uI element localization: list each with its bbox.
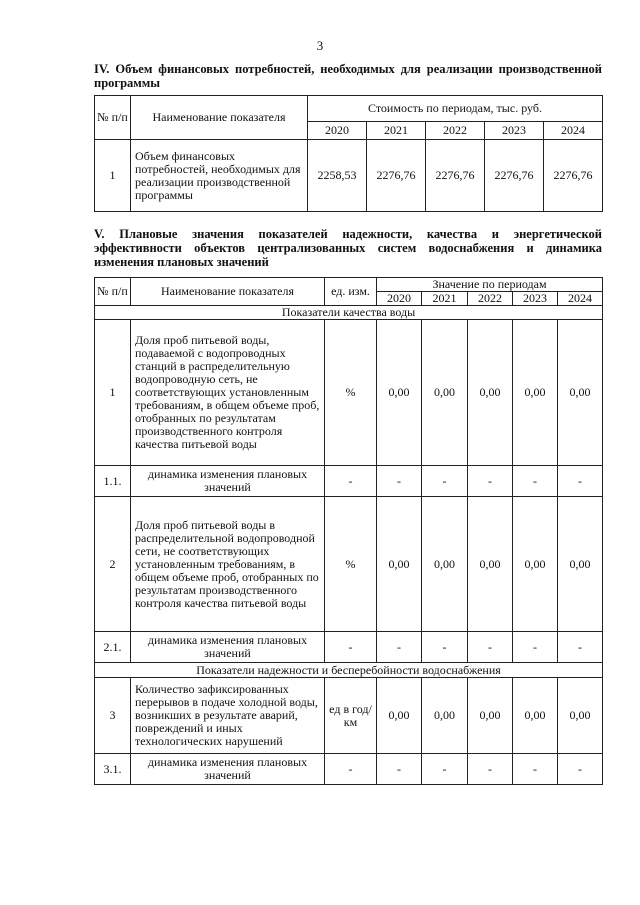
year-header: 2023 [485, 122, 544, 140]
row-name: динамика изменения плановых значений [131, 632, 325, 663]
cell-value: - [513, 466, 558, 497]
cell-value: 0,00 [422, 678, 468, 754]
cell-value: - [468, 466, 513, 497]
cell-value: - [377, 632, 422, 663]
page-number: 3 [316, 38, 324, 53]
header-name: Наименование показателя [131, 278, 325, 306]
cell-value: 0,00 [468, 678, 513, 754]
row-unit: - [325, 632, 377, 663]
row-num: 1 [95, 320, 131, 466]
header-unit: ед. изм. [325, 278, 377, 306]
year-header: 2023 [513, 292, 558, 306]
cell-value: 0,00 [377, 678, 422, 754]
row-name: Объем финансовых потребностей, необходимых для реализации производственной программы [131, 140, 308, 212]
cell-value: 0,00 [558, 678, 603, 754]
row-num: 3.1. [95, 754, 131, 785]
row-name: динамика изменения плановых значений [131, 466, 325, 497]
header-num: № п/п [95, 96, 131, 140]
cell-value: 0,00 [513, 497, 558, 632]
indicators-table [94, 277, 603, 785]
section-5-heading: V. Плановые значения показателей надежности, качества и энергетической эффективности объектов централизованных систем водоснабжения и динамика изменения плановых значений [94, 227, 602, 269]
table-row [95, 497, 603, 632]
row-name: Доля проб питьевой воды, подаваемой с водопроводных станций в распределительную водопроводную сеть, не соответствующих установленным требованиям, в общем объеме проб, отобранных по результатам производственного контроля качества питьевой воды [131, 320, 325, 466]
row-num: 2.1. [95, 632, 131, 663]
cell-value: - [558, 754, 603, 785]
cell-value: 2276,76 [367, 140, 426, 212]
table-row [95, 320, 603, 466]
row-unit: ед в год/ км [325, 678, 377, 754]
cell-value: 0,00 [422, 320, 468, 466]
cell-value: 0,00 [558, 497, 603, 632]
cell-value: 2276,76 [426, 140, 485, 212]
cell-value: - [513, 754, 558, 785]
row-name: динамика изменения плановых значений [131, 754, 325, 785]
year-header: 2020 [377, 292, 422, 306]
table-row [95, 678, 603, 754]
row-num: 3 [95, 678, 131, 754]
cell-value: - [422, 466, 468, 497]
header-name: Наименование показателя [131, 96, 308, 140]
cell-value: - [377, 754, 422, 785]
header-values: Значение по периодам [377, 278, 603, 292]
cell-value: 0,00 [513, 678, 558, 754]
financial-needs-table [94, 95, 603, 212]
row-name: Количество зафиксированных перерывов в подаче холодной воды, возникших в результате аварий, повреждений и иных технологических нарушений [131, 678, 325, 754]
year-header: 2024 [558, 292, 603, 306]
cell-value: 0,00 [468, 320, 513, 466]
row-name: Доля проб питьевой воды в распределительной водопроводной сети, не соответствующих установленным требованиям, в общем объеме проб, отобранных по результатам производственного контроля качества питьевой воды [131, 497, 325, 632]
cell-value: - [422, 754, 468, 785]
row-num: 2 [95, 497, 131, 632]
cell-value: 2276,76 [485, 140, 544, 212]
cell-value: - [468, 632, 513, 663]
table-row [95, 466, 603, 497]
cell-value: - [422, 632, 468, 663]
row-unit: - [325, 466, 377, 497]
year-header: 2024 [544, 122, 603, 140]
table-row [95, 140, 603, 212]
year-header: 2022 [468, 292, 513, 306]
cell-value: - [513, 632, 558, 663]
cell-value: - [558, 632, 603, 663]
cell-value: 0,00 [377, 497, 422, 632]
group-header-reliability: Показатели надежности и бесперебойности водоснабжения [95, 663, 603, 678]
row-num: 1 [95, 140, 131, 212]
cell-value: - [377, 466, 422, 497]
row-unit: - [325, 754, 377, 785]
header-num: № п/п [95, 278, 131, 306]
year-header: 2020 [308, 122, 367, 140]
year-header: 2021 [367, 122, 426, 140]
cell-value: 0,00 [558, 320, 603, 466]
row-unit: % [325, 497, 377, 632]
row-unit: % [325, 320, 377, 466]
table-row [95, 754, 603, 785]
section-4-heading: IV. Объем финансовых потребностей, необходимых для реализации производственной программы [94, 62, 602, 90]
year-header: 2021 [422, 292, 468, 306]
cell-value: - [558, 466, 603, 497]
cell-value: 0,00 [468, 497, 513, 632]
year-header: 2022 [426, 122, 485, 140]
cell-value: - [468, 754, 513, 785]
cell-value: 0,00 [422, 497, 468, 632]
cell-value: 2258,53 [308, 140, 367, 212]
cell-value: 0,00 [377, 320, 422, 466]
cell-value: 2276,76 [544, 140, 603, 212]
header-cost: Стоимость по периодам, тыс. руб. [308, 96, 603, 122]
row-num: 1.1. [95, 466, 131, 497]
group-header-quality: Показатели качества воды [95, 306, 603, 320]
table-row [95, 632, 603, 663]
cell-value: 0,00 [513, 320, 558, 466]
